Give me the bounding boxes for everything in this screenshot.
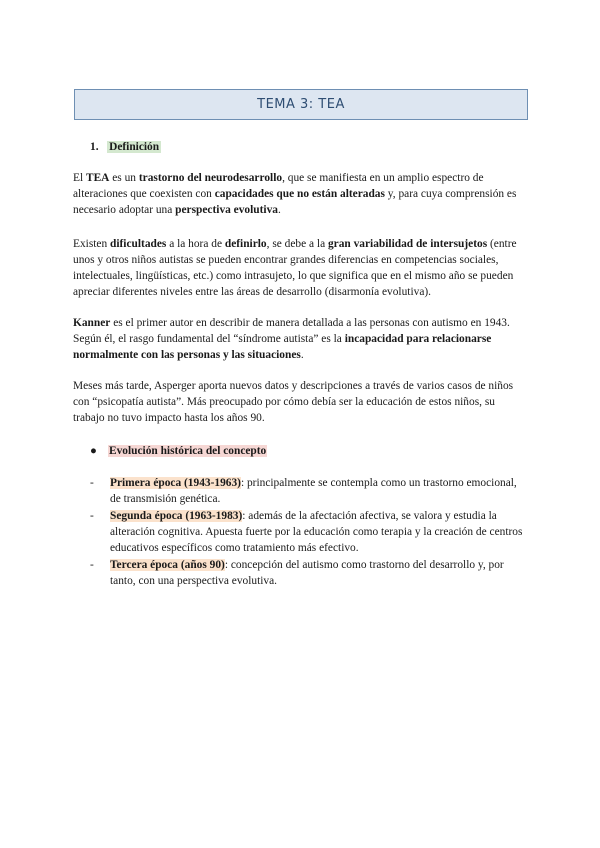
text-run: es el primer autor en describir de manera detallada a las personas con autismo en 1943. Según él, el rasgo fundamental del “síndrome autista” es la (73, 317, 510, 345)
text-run: , se debe a la (266, 238, 328, 250)
epoch-label: Primera época (1943-1963) (110, 477, 241, 489)
text-run: Meses más tarde, Asperger aporta nuevos datos y descripciones a través de varios casos de niños con “psicopatía autista”. Más preocupado por cómo debía ser la educación de estos niños, su trabajo no tuvo impacto hasta los años 90. (73, 380, 514, 424)
epoch-text: : además de la afectación afectiva, se valora y estudia la alteración cognitiva. Apuesta fuerte por la educación como terapia y la creación de centros educativos específicos como tratamiento más efectivo. (110, 510, 523, 554)
list-item-body (110, 557, 530, 589)
section-label: Definición (109, 141, 160, 153)
title-banner (74, 89, 528, 120)
paragraph-difficulties (73, 236, 528, 300)
text-run: . (300, 349, 304, 361)
list-item (90, 508, 530, 556)
epoch-list (90, 475, 530, 590)
epoch-label: Tercera época (años 90) (110, 559, 225, 571)
text-run: a la hora de (166, 238, 225, 250)
bold-run: perspectiva evolutiva (175, 204, 278, 216)
dash-marker: - (90, 559, 94, 571)
bold-run: dificultades (110, 238, 167, 250)
section-number: 1. (90, 141, 99, 153)
bullet-heading-evolucion (90, 443, 267, 459)
paragraph-kanner (73, 315, 528, 363)
list-item-body (110, 475, 530, 507)
epoch-text: : concepción del autismo como trastorno del desarrollo y, por tanto, con una perspectiva evolutiva. (110, 559, 504, 587)
text-run: Existen (73, 238, 111, 250)
list-item (90, 557, 530, 589)
bold-run: gran variabilidad de intersujetos (327, 238, 488, 250)
text-run: . (277, 204, 281, 216)
text-run: y, para cuya comprensión es necesario adoptar una (73, 188, 517, 216)
bullet-label: Evolución histórica del concepto (109, 445, 267, 457)
epoch-text: : principalmente se contempla como un trastorno emocional, de transmisión genética. (110, 477, 517, 505)
bold-run: trastorno del neurodesarrollo (138, 172, 283, 184)
bold-run: Kanner (73, 317, 111, 329)
bold-run: definirlo (224, 238, 267, 250)
list-item (90, 475, 530, 507)
dash-marker: - (90, 477, 94, 489)
paragraph-tea-definition (73, 170, 528, 218)
section-heading-definicion (90, 139, 161, 155)
text-run: El (73, 172, 86, 184)
bullet-icon: ● (90, 445, 97, 457)
list-item-body (110, 508, 530, 556)
epoch-label: Segunda época (1963-1983) (110, 510, 243, 522)
dash-marker: - (90, 510, 94, 522)
paragraph-asperger (73, 378, 528, 426)
text-run: es un (109, 172, 139, 184)
bold-run: capacidades que no están alteradas (214, 188, 385, 200)
text-run: , que se manifiesta en un amplio espectro de alteraciones que coexisten con (73, 172, 484, 200)
text-run: (entre unos y otros niños autistas se pueden encontrar grandes diferencias en competencias sociales, intelectuales, lingüísticas, etc.) como intrasujeto, lo que significa que en el mismo año se pueden apreciar diferentes niveles entre las áreas de desarrollo (disarmonía evolutiva). (73, 238, 517, 298)
bold-run: incapacidad para relacionarse normalmente con las personas y las situaciones (73, 333, 492, 361)
bold-run: TEA (85, 172, 110, 184)
page-title: TEMA 3: TEA (257, 96, 345, 112)
